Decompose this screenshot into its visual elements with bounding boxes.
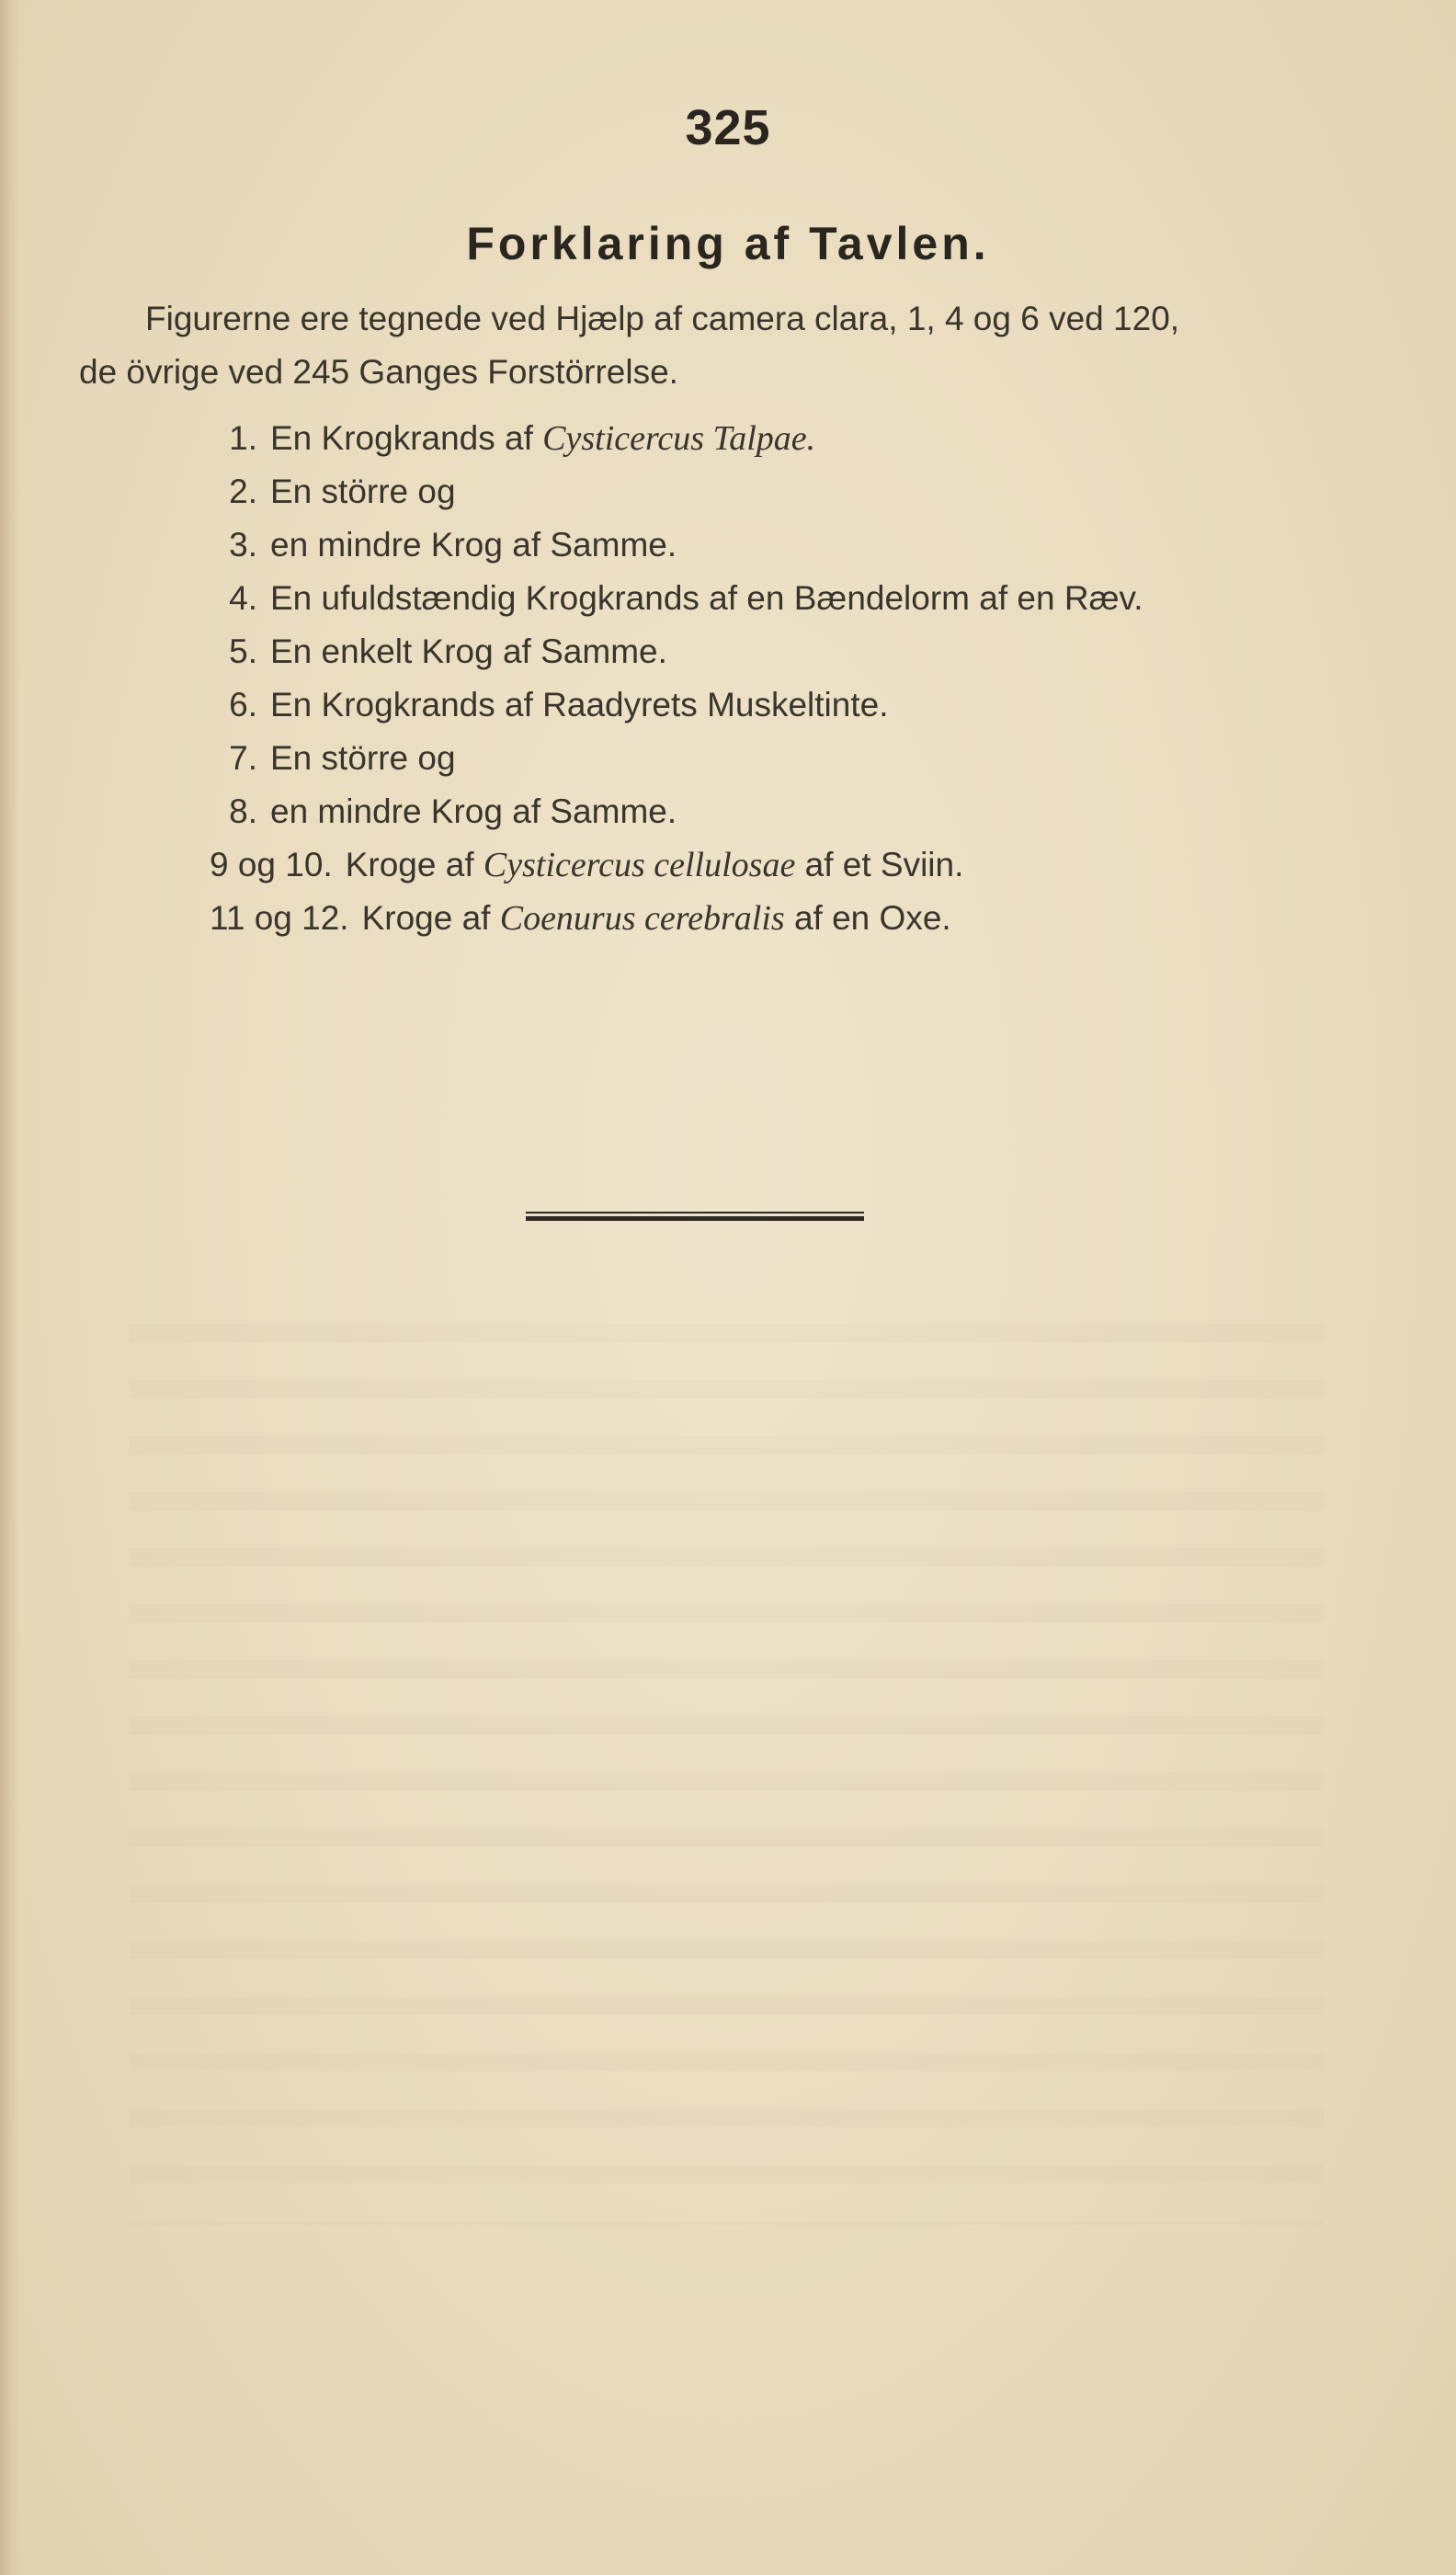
item-number: 8.: [229, 792, 257, 830]
item-number: 3.: [229, 526, 257, 564]
item-number: 6.: [229, 686, 257, 724]
item-italic-name: Cysticercus cellulosae: [483, 846, 796, 884]
item-text-after: af et Sviin.: [795, 846, 964, 883]
rule-thin-line: [526, 1212, 864, 1213]
item-italic-name: Coenurus cerebralis: [499, 899, 785, 938]
item-text: En ufuldstændig Krogkrands af en Bændelorm af en Ræv.: [270, 579, 1143, 617]
intro-paragraph: [79, 292, 1311, 399]
list-item: [210, 625, 1143, 678]
list-item: [210, 412, 1143, 465]
page-number: 325: [685, 100, 771, 155]
page-title: Forklaring af Tavlen.: [466, 218, 990, 269]
list-item: [210, 572, 1143, 625]
item-number: 9 og 10.: [210, 846, 333, 883]
page-binding-edge: [0, 0, 20, 2575]
item-text: Kroge af: [361, 899, 500, 937]
reverse-side-bleed-through: [129, 1305, 1324, 2225]
item-number: 2.: [229, 473, 257, 510]
intro-line-2: de övrige ved 245 Ganges Forstörrelse.: [79, 353, 678, 391]
list-item: [210, 892, 1143, 945]
rule-thick-line: [526, 1216, 864, 1221]
item-number: 4.: [229, 579, 257, 617]
item-text: en mindre Krog af Samme.: [270, 792, 677, 830]
list-item: [210, 518, 1143, 572]
item-text: En större og: [270, 473, 456, 510]
item-text-after: af en Oxe.: [784, 899, 951, 937]
item-text: En Krogkrands af Raadyrets Muskeltinte.: [270, 686, 889, 724]
item-text: En Krogkrands af: [270, 419, 543, 457]
item-italic-name: Cysticercus Talpae.: [542, 419, 816, 458]
item-text: En enkelt Krog af Samme.: [270, 632, 667, 670]
list-item: [210, 838, 1143, 892]
item-text: Kroge af: [345, 846, 483, 883]
item-text: En större og: [270, 739, 456, 777]
list-item: [210, 678, 1143, 732]
list-item: [210, 785, 1143, 838]
figure-list: [210, 412, 1143, 945]
list-item: [210, 465, 1143, 518]
item-number: 5.: [229, 632, 257, 670]
list-item: [210, 732, 1143, 785]
intro-line-1: Figurerne ere tegnede ved Hjælp af camera clara, 1, 4 og 6 ved 120,: [145, 300, 1180, 337]
item-text: en mindre Krog af Samme.: [270, 526, 677, 564]
item-number: 1.: [229, 419, 257, 457]
item-number: 11 og 12.: [210, 899, 349, 937]
item-number: 7.: [229, 739, 257, 777]
